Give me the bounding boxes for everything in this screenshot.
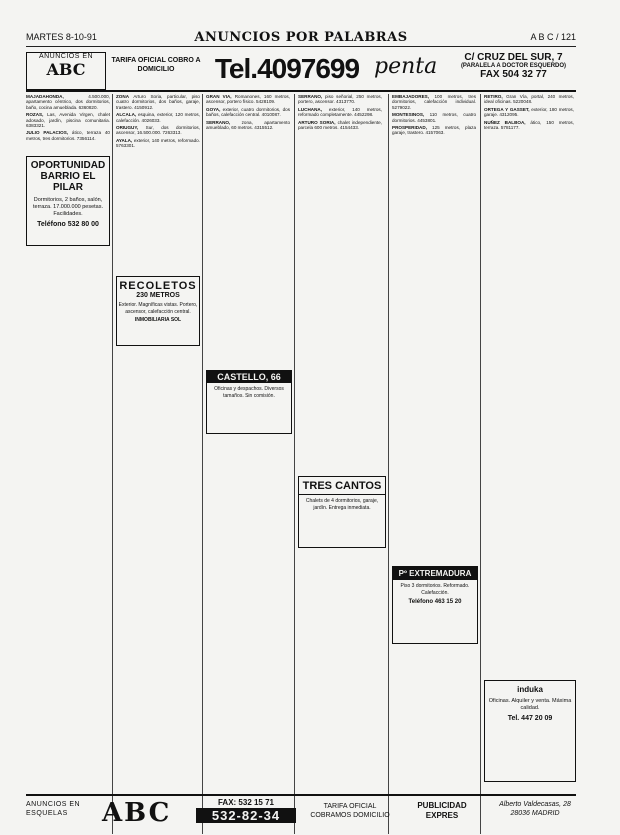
column-divider xyxy=(388,94,389,834)
footer-phone: 532-82-34 xyxy=(196,808,296,823)
list-item: ALCALA, esquina, exterior, 120 metros, calefacción. 4026033. xyxy=(116,112,200,123)
footer-address: Alberto Valdecasas, 28 28036 MADRID xyxy=(499,801,571,817)
banner-phone: Tel.4097699 xyxy=(214,53,360,84)
list-item: LUCHANA, exterior, 140 metros, reformado completamente. 4452298. xyxy=(298,106,382,118)
list-item: SERRANO, zona, apartamento amueblado, 60 metros. 4315512. xyxy=(206,119,290,131)
list-item: ARTURO SORIA, chalet independiente, parcela 600 metros. 4154433. xyxy=(298,119,382,131)
ad-box-body: Oficinas y despachos. Diversos tamaños. Sin comisión. xyxy=(214,386,284,399)
footer-tarifa: TARIFA OFICIAL COBRAMOS DOMICILIO xyxy=(310,803,390,819)
ad-box-body: Exterior. Magníficas vistas. Portero, ascensor, calefacción central. xyxy=(118,302,198,315)
footer-fax-block xyxy=(196,798,296,823)
ad-box-subheading: BARRIO EL PILAR xyxy=(40,171,96,193)
list-item: PROSPERIDAD, 125 metros, plaza garaje, trastero. 4157063. xyxy=(392,125,476,136)
list-item: ROZAS, Las, Avenida Virgen, chalet adosado, jardín, piscina comunitaria. 6383321. xyxy=(26,112,110,129)
ad-box-heading: TRES CANTOS xyxy=(299,480,385,495)
ad-box-body: Dormitorios, 2 baños, salón, terraza. 17.000.000 pesetas. Facilidades. xyxy=(32,197,104,217)
column-divider xyxy=(480,94,481,834)
banner-tarifa: TARIFA OFICIAL COBRO A DOMICILIO xyxy=(111,57,201,73)
ad-box-recoletos xyxy=(116,276,200,346)
classified-column-6 xyxy=(484,94,574,714)
ad-box-body: Oficinas. Alquiler y venta. Máxima calidad. xyxy=(488,698,572,711)
ad-box-castello xyxy=(206,370,292,434)
list-item: GRAN VIA, Romanones, 160 metros, ascensor, portero físico. 5428109. xyxy=(206,94,290,105)
ad-box-body: Chalets de 4 dormitorios, garaje, jardín. Entrega inmediata. xyxy=(305,498,379,511)
ad-box-heading: Pº EXTREMADURA xyxy=(393,567,477,580)
classified-column-4 xyxy=(298,94,382,714)
header-date: MARTES 8-10-91 xyxy=(26,32,97,42)
column-divider xyxy=(294,94,295,834)
list-item: MAJADAHONDA, 4.500.000, apartamento céntrico, dos dormitorios, baño, cocina amueblada. 6360820. xyxy=(26,94,110,110)
top-banner-ad xyxy=(26,50,576,92)
classified-column-2 xyxy=(116,94,200,714)
footer-abc-logo: ABC xyxy=(102,798,172,828)
footer-publicidad: PUBLICIDAD EXPRES xyxy=(417,801,467,820)
banner-small-label: ANUNCIOS EN xyxy=(38,53,94,60)
ad-box-phone: Teléfono 532 80 00 xyxy=(37,221,99,228)
ad-box-heading: RECOLETOS xyxy=(119,280,197,292)
list-item: EMBAJADORES, 100 metros, tres dormitorios, calefacción individual. 5279022. xyxy=(392,94,476,110)
ad-box-induka xyxy=(484,680,576,782)
list-item: NUÑEZ BALBOA, ático, 150 metros, terraza. 5781177. xyxy=(484,119,574,131)
column-divider xyxy=(202,94,203,834)
footer-fax: FAX: 532 15 71 xyxy=(217,798,275,807)
banner-address: C/ CRUZ DEL SUR, 7 xyxy=(464,52,563,63)
page-header xyxy=(26,30,576,47)
list-item: ZONA Arturo Soria, particular, piso cuatro dormitorios, dos baños, garaje, trastero. 4150912. xyxy=(116,94,200,110)
ad-box-body: Piso 3 dormitorios. Reformado. Calefacción. xyxy=(400,583,470,596)
section-title: ANUNCIOS POR PALABRAS xyxy=(194,30,408,45)
banner-abc-logo: ABC xyxy=(46,60,86,79)
banner-address-sub: (PARALELA A DOCTOR ESQUERDO) xyxy=(460,63,567,69)
list-item: ORIUGUY, Sur, dos dormitorios, ascensor, 16.500.000. 7263313. xyxy=(116,125,200,136)
bottom-banner-ad xyxy=(26,794,576,832)
banner-address-block xyxy=(451,52,576,80)
banner-fax: FAX 504 32 77 xyxy=(480,69,547,80)
ad-box-tres-cantos xyxy=(298,476,386,548)
list-item: SERRANO, piso señorial, 250 metros, portero, ascensor. 4313770. xyxy=(298,94,382,105)
list-item: GOYA, exterior, cuatro dormitorios, dos baños, calefacción central. 4010087. xyxy=(206,106,290,118)
list-item: MONTESINOS, 110 metros, cuatro dormitorios. 4453801. xyxy=(392,112,476,123)
ad-box-heading: OPORTUNIDAD xyxy=(30,160,106,171)
ad-box-subheading: 230 METROS xyxy=(136,292,180,299)
list-item: RETIRO, Gran Vía, portal, 240 metros, ideal oficinas. 5220048. xyxy=(484,94,574,105)
ad-box-heading: CASTELLO, 66 xyxy=(207,371,291,383)
footer-esquelas-label: ANUNCIOS EN ESQUELAS xyxy=(26,801,81,817)
ad-box-footer: INMOBILIARIA SOL xyxy=(134,317,182,323)
list-item: ORTEGA Y GASSET, exterior, 180 metros, garaje. 4312095. xyxy=(484,106,574,118)
ad-box-phone: Teléfono 463 15 20 xyxy=(408,599,462,605)
ad-box-extremadura xyxy=(392,566,478,644)
ad-box-phone: Tel. 447 20 09 xyxy=(507,715,553,722)
ad-box-heading: induka xyxy=(517,685,543,694)
ad-box-oportunidad xyxy=(26,156,110,246)
banner-abc-box xyxy=(26,52,106,90)
banner-penta-logo: penta xyxy=(374,54,438,79)
list-item: JULIO PALACIOS, ático, terraza 40 metros, tres dormitorios. 7356114. xyxy=(26,130,110,141)
column-divider xyxy=(112,94,113,834)
list-item: AYALA, exterior, 140 metros, reformado. 5763301. xyxy=(116,137,200,149)
page-number: A B C / 121 xyxy=(530,32,576,42)
